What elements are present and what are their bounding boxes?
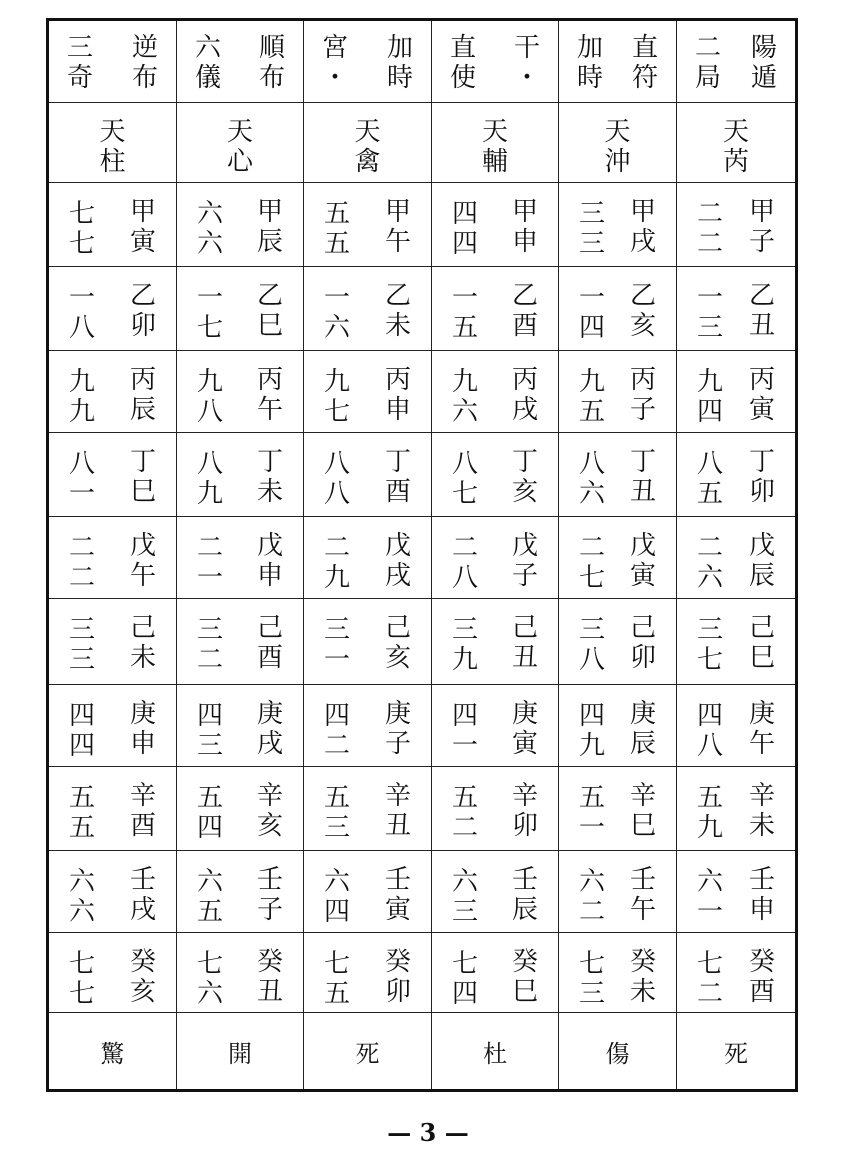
header-left-text: 六 儀 xyxy=(194,33,221,93)
stem-branch: 辛 卯 xyxy=(511,781,538,841)
table-cell xyxy=(677,433,795,516)
gate-name: 驚 xyxy=(100,1039,125,1068)
palace-numbers: 一 六 xyxy=(323,283,350,343)
stem-branch: 丁 酉 xyxy=(384,447,411,507)
table-cell xyxy=(677,351,795,432)
stem-branch: 壬 申 xyxy=(748,865,775,925)
stem-branch: 甲 子 xyxy=(748,197,775,257)
stem-branch: 辛 亥 xyxy=(256,781,283,841)
palace-numbers: 五 一 xyxy=(578,783,605,843)
palace-numbers: 八 九 xyxy=(196,449,223,509)
stem-branch: 壬 戌 xyxy=(129,865,156,925)
palace-numbers: 一 八 xyxy=(68,283,95,343)
table-cell xyxy=(49,851,177,932)
table-cell xyxy=(177,851,304,932)
palace-numbers: 九 七 xyxy=(323,367,350,427)
table-cell xyxy=(177,767,304,850)
palace-numbers: 八 六 xyxy=(578,449,605,509)
stem-branch: 戊 戌 xyxy=(384,531,411,591)
gate-name: 開 xyxy=(228,1039,252,1068)
gate-row xyxy=(49,1013,795,1089)
stem-branch: 丙 寅 xyxy=(748,365,775,425)
table-row xyxy=(49,183,795,267)
table-cell xyxy=(559,933,677,1012)
stem-branch: 癸 丑 xyxy=(256,947,283,1007)
stem-branch: 庚 辰 xyxy=(629,699,656,759)
header-left-text: 二 局 xyxy=(694,33,721,93)
stem-branch: 庚 子 xyxy=(384,699,411,759)
header-cell xyxy=(177,21,304,102)
table-cell xyxy=(49,433,177,516)
table-cell xyxy=(304,933,432,1012)
header-cell xyxy=(304,21,432,102)
table-cell xyxy=(432,851,559,932)
palace-numbers: 六 六 xyxy=(196,199,223,259)
stem-branch: 壬 寅 xyxy=(384,865,411,925)
gate-cell xyxy=(177,1013,304,1089)
header-row xyxy=(49,21,795,103)
palace-numbers: 二 七 xyxy=(578,533,605,593)
stem-branch: 甲 寅 xyxy=(129,197,156,257)
table-cell xyxy=(432,933,559,1012)
stem-branch: 壬 子 xyxy=(256,865,283,925)
palace-numbers: 四 八 xyxy=(696,701,723,761)
stem-branch: 庚 申 xyxy=(129,699,156,759)
stem-branch: 庚 午 xyxy=(748,699,775,759)
gate-cell xyxy=(49,1013,177,1089)
palace-numbers: 三 九 xyxy=(451,615,478,675)
palace-numbers: 五 三 xyxy=(323,783,350,843)
palace-numbers: 六 二 xyxy=(578,867,605,927)
table-cell xyxy=(559,433,677,516)
stem-branch: 癸 卯 xyxy=(384,947,411,1007)
stem-branch: 戊 子 xyxy=(511,531,538,591)
table-cell xyxy=(304,267,432,350)
palace-numbers: 七 六 xyxy=(196,949,223,1009)
star-cell xyxy=(432,103,559,182)
palace-numbers: 一 五 xyxy=(451,283,478,343)
stem-branch: 丁 亥 xyxy=(511,447,538,507)
palace-numbers: 三 二 xyxy=(196,615,223,675)
gate-name: 死 xyxy=(724,1039,748,1068)
star-cell xyxy=(177,103,304,182)
star-name: 天 芮 xyxy=(722,117,749,177)
table-cell xyxy=(677,933,795,1012)
palace-numbers: 六 四 xyxy=(323,867,350,927)
table-cell xyxy=(432,183,559,266)
palace-numbers: 五 五 xyxy=(68,783,95,843)
table-cell xyxy=(559,767,677,850)
palace-numbers: 一 四 xyxy=(578,283,605,343)
palace-numbers: 七 二 xyxy=(696,949,723,1009)
table-cell xyxy=(559,685,677,766)
palace-numbers: 一 三 xyxy=(696,283,723,343)
palace-numbers: 八 一 xyxy=(68,449,95,509)
stem-branch: 丙 午 xyxy=(256,365,283,425)
table-cell xyxy=(432,767,559,850)
star-cell xyxy=(49,103,177,182)
table-cell xyxy=(49,767,177,850)
stem-branch: 丁 巳 xyxy=(129,447,156,507)
star-cell xyxy=(304,103,432,182)
palace-numbers: 二 八 xyxy=(451,533,478,593)
stem-branch: 庚 寅 xyxy=(511,699,538,759)
header-right-text: 逆 布 xyxy=(131,33,158,93)
stem-branch: 乙 丑 xyxy=(748,281,775,341)
star-name: 天 柱 xyxy=(99,117,126,177)
palace-numbers: 四 二 xyxy=(323,701,350,761)
palace-numbers: 九 四 xyxy=(696,367,723,427)
star-row xyxy=(49,103,795,183)
table-cell xyxy=(177,599,304,684)
table-cell xyxy=(304,433,432,516)
stem-branch: 戊 寅 xyxy=(629,531,656,591)
table-cell xyxy=(304,767,432,850)
header-right-text: 干 ・ xyxy=(513,33,540,93)
stem-branch: 己 酉 xyxy=(256,613,283,673)
table-cell xyxy=(677,183,795,266)
palace-numbers: 九 五 xyxy=(578,367,605,427)
palace-numbers: 六 五 xyxy=(196,867,223,927)
stem-branch: 庚 戌 xyxy=(256,699,283,759)
table-cell xyxy=(304,599,432,684)
palace-numbers: 七 四 xyxy=(451,949,478,1009)
header-right-text: 順 布 xyxy=(258,33,285,93)
table-row xyxy=(49,433,795,517)
palace-numbers: 四 四 xyxy=(68,701,95,761)
palace-numbers: 九 六 xyxy=(451,367,478,427)
stem-branch: 戊 辰 xyxy=(748,531,775,591)
gate-cell xyxy=(432,1013,559,1089)
table-row xyxy=(49,767,795,851)
palace-numbers: 四 九 xyxy=(578,701,605,761)
table-cell xyxy=(432,267,559,350)
table-row xyxy=(49,517,795,599)
table-cell xyxy=(177,351,304,432)
table-cell xyxy=(677,851,795,932)
palace-numbers: 一 七 xyxy=(196,283,223,343)
table-cell xyxy=(49,183,177,266)
header-right-text: 直 符 xyxy=(631,33,658,93)
table-cell xyxy=(177,933,304,1012)
table-cell xyxy=(177,183,304,266)
stem-branch: 乙 未 xyxy=(384,281,411,341)
table-cell xyxy=(49,351,177,432)
table-cell xyxy=(677,767,795,850)
stem-branch: 丙 辰 xyxy=(129,365,156,425)
table-cell xyxy=(677,685,795,766)
page-number: — 3 — xyxy=(387,1118,469,1147)
table-row xyxy=(49,351,795,433)
table-cell xyxy=(304,851,432,932)
palace-numbers: 三 八 xyxy=(578,615,605,675)
table-row xyxy=(49,933,795,1013)
table-cell xyxy=(677,599,795,684)
stem-branch: 己 丑 xyxy=(511,613,538,673)
palace-numbers: 二 一 xyxy=(196,533,223,593)
stem-branch: 丁 未 xyxy=(256,447,283,507)
stem-branch: 乙 巳 xyxy=(256,281,283,341)
stem-branch: 辛 酉 xyxy=(129,781,156,841)
stem-branch: 丁 丑 xyxy=(629,447,656,507)
palace-numbers: 七 三 xyxy=(578,949,605,1009)
stem-branch: 甲 戌 xyxy=(629,197,656,257)
header-right-text: 陽 遁 xyxy=(750,33,777,93)
stem-branch: 癸 巳 xyxy=(511,947,538,1007)
stem-branch: 壬 午 xyxy=(629,865,656,925)
header-cell xyxy=(49,21,177,102)
palace-numbers: 三 一 xyxy=(323,615,350,675)
table-cell xyxy=(49,685,177,766)
gate-cell xyxy=(677,1013,795,1089)
gate-cell xyxy=(559,1013,677,1089)
table-cell xyxy=(432,433,559,516)
stem-branch: 丁 卯 xyxy=(748,447,775,507)
palace-numbers: 九 八 xyxy=(196,367,223,427)
table-cell xyxy=(559,351,677,432)
palace-numbers: 三 三 xyxy=(578,199,605,259)
table-cell xyxy=(559,517,677,598)
palace-numbers: 七 五 xyxy=(323,949,350,1009)
table-cell xyxy=(304,517,432,598)
stem-branch: 甲 申 xyxy=(511,197,538,257)
palace-numbers: 七 七 xyxy=(68,199,95,259)
table-row xyxy=(49,685,795,767)
stem-branch: 癸 未 xyxy=(629,947,656,1007)
table-cell xyxy=(559,851,677,932)
stem-branch: 丙 戌 xyxy=(511,365,538,425)
stem-branch: 乙 亥 xyxy=(629,281,656,341)
palace-numbers: 二 二 xyxy=(696,199,723,259)
stem-branch: 乙 卯 xyxy=(129,281,156,341)
stem-branch: 戊 申 xyxy=(256,531,283,591)
table-cell xyxy=(177,267,304,350)
table-row xyxy=(49,267,795,351)
gate-cell xyxy=(304,1013,432,1089)
header-left-text: 宮 ・ xyxy=(321,33,348,93)
header-left-text: 加 時 xyxy=(576,33,603,93)
stem-branch: 戊 午 xyxy=(129,531,156,591)
palace-numbers: 三 三 xyxy=(68,615,95,675)
palace-numbers: 五 四 xyxy=(196,783,223,843)
palace-numbers: 八 五 xyxy=(696,449,723,509)
palace-numbers: 五 九 xyxy=(696,783,723,843)
stem-branch: 癸 酉 xyxy=(748,947,775,1007)
stem-branch: 己 巳 xyxy=(748,613,775,673)
stem-branch: 壬 辰 xyxy=(511,865,538,925)
stem-branch: 己 未 xyxy=(129,613,156,673)
table-cell xyxy=(559,183,677,266)
palace-numbers: 二 二 xyxy=(68,533,95,593)
stem-branch: 己 亥 xyxy=(384,613,411,673)
table-cell xyxy=(677,267,795,350)
stem-branch: 甲 辰 xyxy=(256,197,283,257)
stem-branch: 乙 酉 xyxy=(511,281,538,341)
palace-numbers: 八 七 xyxy=(451,449,478,509)
table-cell xyxy=(304,685,432,766)
gate-name: 傷 xyxy=(605,1039,630,1068)
stem-branch: 癸 亥 xyxy=(129,947,156,1007)
header-right-text: 加 時 xyxy=(386,33,413,93)
star-name: 天 沖 xyxy=(604,117,631,177)
table-cell xyxy=(677,517,795,598)
table-cell xyxy=(559,267,677,350)
header-left-text: 直 使 xyxy=(449,33,476,93)
star-name: 天 輔 xyxy=(481,117,508,177)
table-cell xyxy=(432,685,559,766)
table-cell xyxy=(559,599,677,684)
table-cell xyxy=(432,351,559,432)
palace-numbers: 四 一 xyxy=(451,701,478,761)
palace-numbers: 三 七 xyxy=(696,615,723,675)
stem-branch: 辛 未 xyxy=(748,781,775,841)
star-name: 天 禽 xyxy=(354,117,381,177)
table-cell xyxy=(49,933,177,1012)
table-cell xyxy=(432,517,559,598)
stem-branch: 甲 午 xyxy=(384,197,411,257)
header-cell xyxy=(559,21,677,102)
star-cell xyxy=(677,103,795,182)
star-cell xyxy=(559,103,677,182)
header-left-text: 三 奇 xyxy=(66,33,93,93)
gate-name: 杜 xyxy=(483,1039,507,1068)
table-cell xyxy=(177,517,304,598)
table-cell xyxy=(304,183,432,266)
table-row xyxy=(49,851,795,933)
stem-branch: 丙 申 xyxy=(384,365,411,425)
palace-numbers: 六 六 xyxy=(68,867,95,927)
header-cell xyxy=(432,21,559,102)
table-cell xyxy=(177,433,304,516)
stem-branch: 丙 子 xyxy=(629,365,656,425)
palace-numbers: 二 九 xyxy=(323,533,350,593)
palace-numbers: 四 三 xyxy=(196,701,223,761)
palace-numbers: 六 一 xyxy=(696,867,723,927)
table-cell xyxy=(432,599,559,684)
gate-name: 死 xyxy=(355,1039,380,1068)
table-cell xyxy=(49,517,177,598)
stem-branch: 辛 丑 xyxy=(384,781,411,841)
palace-numbers: 四 四 xyxy=(451,199,478,259)
star-name: 天 心 xyxy=(226,117,253,177)
stem-branch: 己 卯 xyxy=(629,613,656,673)
table-cell xyxy=(49,599,177,684)
palace-numbers: 五 五 xyxy=(323,199,350,259)
palace-numbers: 六 三 xyxy=(451,867,478,927)
qimen-table xyxy=(46,18,798,1092)
palace-numbers: 七 七 xyxy=(68,949,95,1009)
palace-numbers: 二 六 xyxy=(696,533,723,593)
header-cell xyxy=(677,21,795,102)
palace-numbers: 五 二 xyxy=(451,783,478,843)
stem-branch: 辛 巳 xyxy=(629,781,656,841)
table-cell xyxy=(49,267,177,350)
table-row xyxy=(49,599,795,685)
table-cell xyxy=(177,685,304,766)
palace-numbers: 九 九 xyxy=(68,367,95,427)
table-cell xyxy=(304,351,432,432)
palace-numbers: 八 八 xyxy=(323,449,350,509)
